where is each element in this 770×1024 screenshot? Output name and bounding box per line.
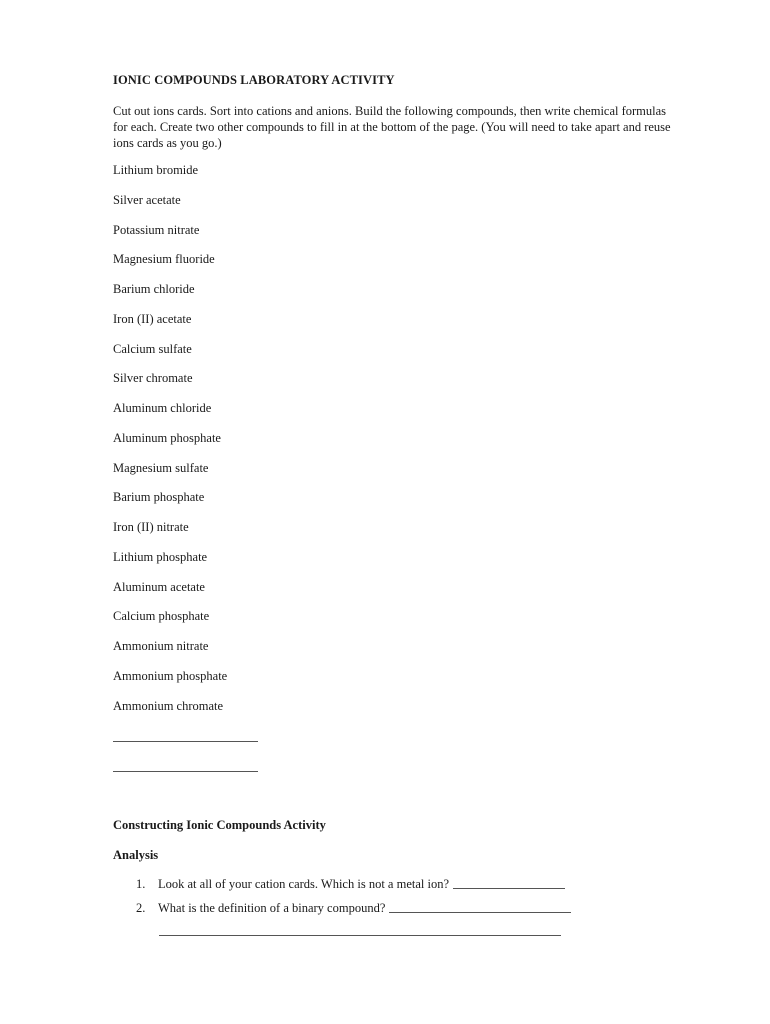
question-2 [136,900,571,916]
section-title: Constructing Ionic Compounds Activity [113,818,326,832]
question-1 [136,876,565,892]
compound-item: Magnesium sulfate [113,460,209,475]
question-number: 1. [136,877,146,891]
compound-item: Ammonium phosphate [113,668,228,683]
question-number: 2. [136,901,146,915]
compound-item: Silver acetate [113,192,181,207]
compound-list [113,162,227,727]
analysis-heading: Analysis [113,848,159,862]
compound-item: Ammonium chromate [113,698,224,713]
compound-item: Aluminum acetate [113,579,205,594]
compound-item: Silver chromate [113,371,193,386]
compound-item: Calcium sulfate [113,341,192,356]
compound-item: Calcium phosphate [113,609,210,624]
answer-blank-2[interactable] [389,912,571,913]
compound-item: Iron (II) acetate [113,311,192,326]
question-text: What is the definition of a binary compound? [158,901,386,915]
compound-item: Magnesium fluoride [113,252,215,267]
document-title: IONIC COMPOUNDS LABORATORY ACTIVITY [113,73,395,87]
compound-item: Aluminum chloride [113,401,212,415]
compound-item: Lithium phosphate [113,549,208,564]
question-text: Look at all of your cation cards. Which is not a metal ion? [158,877,450,891]
compound-item: Ammonium nitrate [113,639,209,653]
instructions-paragraph: Cut out ions cards. Sort into cations and anions. Build the following compounds, then write chemical formulas for each. Create two other compounds to fill in at the bottom of the page. (You will need to take apart and reuse ions cards as you go.) [113,104,671,150]
compound-item: Barium chloride [113,282,195,296]
answer-blank-1[interactable] [453,888,565,889]
custom-compound-blank-2[interactable] [113,771,258,772]
compound-item: Aluminum phosphate [113,430,221,445]
compound-item: Lithium bromide [113,163,199,177]
custom-compound-blank-1[interactable] [113,741,258,742]
compound-item: Potassium nitrate [113,222,200,237]
compound-item: Iron (II) nitrate [113,520,189,534]
compound-item: Barium phosphate [113,490,205,505]
answer-blank-2-continued[interactable] [159,935,561,936]
